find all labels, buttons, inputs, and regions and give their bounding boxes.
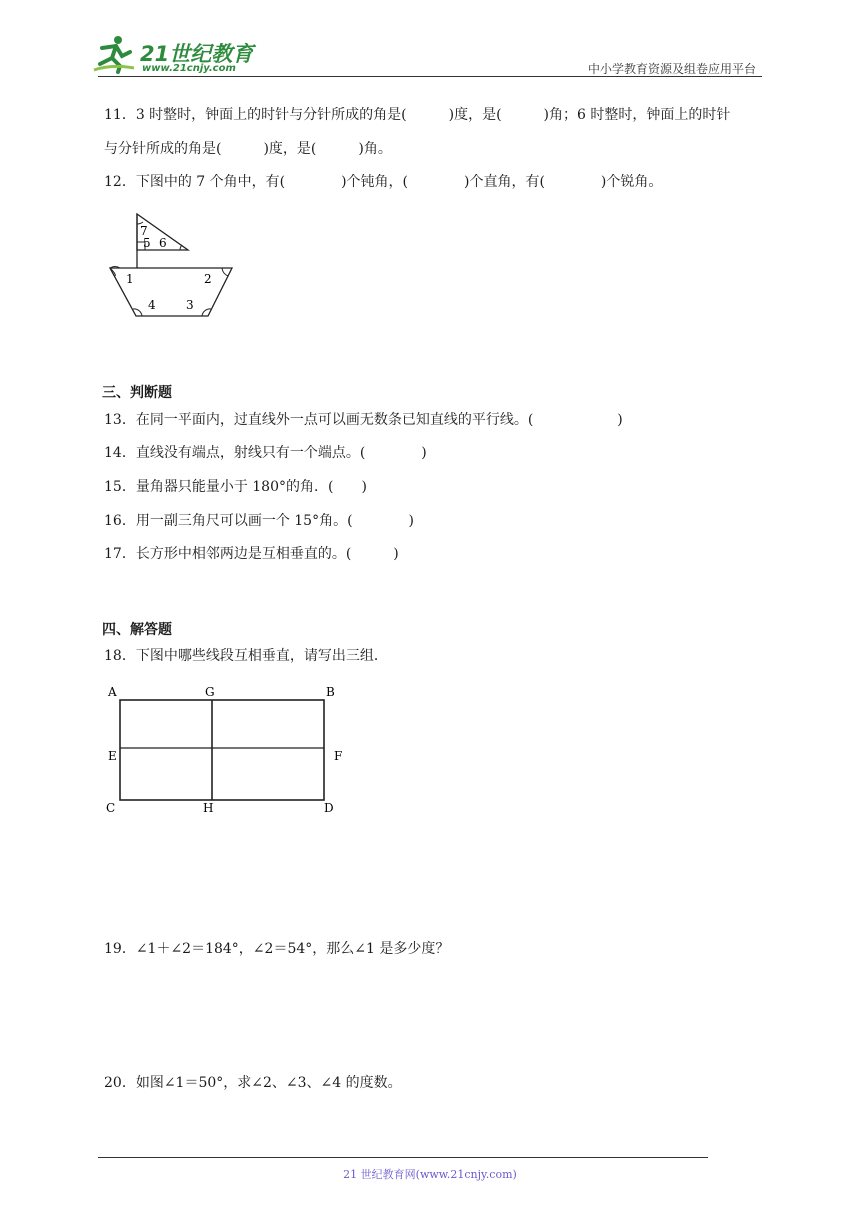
section-title-answer: 四、解答题 [102, 622, 172, 638]
question-13: 13．在同一平面内，过直线外一点可以画无数条已知直线的平行线。( ) [104, 412, 623, 428]
point-label-G: G [205, 685, 215, 699]
question-17: 17．长方形中相邻两边是互相垂直的。( ) [104, 546, 399, 562]
point-label-F: F [334, 749, 343, 763]
runner-logo-icon [92, 34, 136, 74]
question-14: 14．直线没有端点，射线只有一个端点。( ) [104, 445, 427, 461]
angle-label-2: 2 [204, 272, 212, 286]
header-divider [98, 76, 762, 77]
question-11-line1: 11．3 时整时，钟面上的时针与分针所成的角是( )度，是( )角；6 时整时，钟面上的时针 [104, 107, 731, 123]
platform-name: 中小学教育资源及组卷应用平台 [587, 62, 756, 76]
point-label-C: C [106, 801, 116, 815]
point-label-H: H [203, 801, 214, 815]
angle-label-4: 4 [148, 298, 156, 312]
point-label-D: D [324, 801, 334, 815]
footer-divider [98, 1157, 708, 1158]
question-18: 18．下图中哪些线段互相垂直，请写出三组． [104, 648, 388, 664]
question-15: 15．量角器只能量小于 180°的角．( ) [104, 479, 367, 495]
question-12: 12．下图中的 7 个角中，有( )个钝角，( )个直角，有( )个锐角。 [104, 174, 663, 190]
logo-title: 21世纪教育 [140, 42, 254, 66]
point-label-B: B [326, 685, 335, 699]
question-19: 19．∠1＋∠2＝184°，∠2＝54°，那么∠1 是多少度？ [104, 941, 450, 957]
footer-link[interactable]: 21 世纪教育网(www.21cnjy.com) [343, 1168, 517, 1181]
logo-url: www.21cnjy.com [142, 63, 236, 74]
angle-label-3: 3 [186, 298, 194, 312]
angle-label-5: 5 [143, 236, 151, 250]
point-label-E: E [108, 749, 117, 763]
question-16: 16．用一副三角尺可以画一个 15°角。( ) [104, 513, 415, 529]
point-label-A: A [108, 685, 117, 699]
angle-label-7: 7 [140, 224, 148, 238]
header-logo [92, 34, 262, 78]
boat-angle-figure [104, 208, 244, 320]
section-title-judgment: 三、判断题 [102, 385, 172, 401]
question-20: 20．如图∠1＝50°，求∠2、∠3、∠4 的度数。 [104, 1075, 402, 1091]
angle-label-6: 6 [159, 236, 167, 250]
angle-label-1: 1 [126, 272, 134, 286]
question-11-line2: 与分针所成的角是( )度，是( )角。 [104, 141, 392, 157]
rectangle-segments-figure [104, 684, 354, 820]
